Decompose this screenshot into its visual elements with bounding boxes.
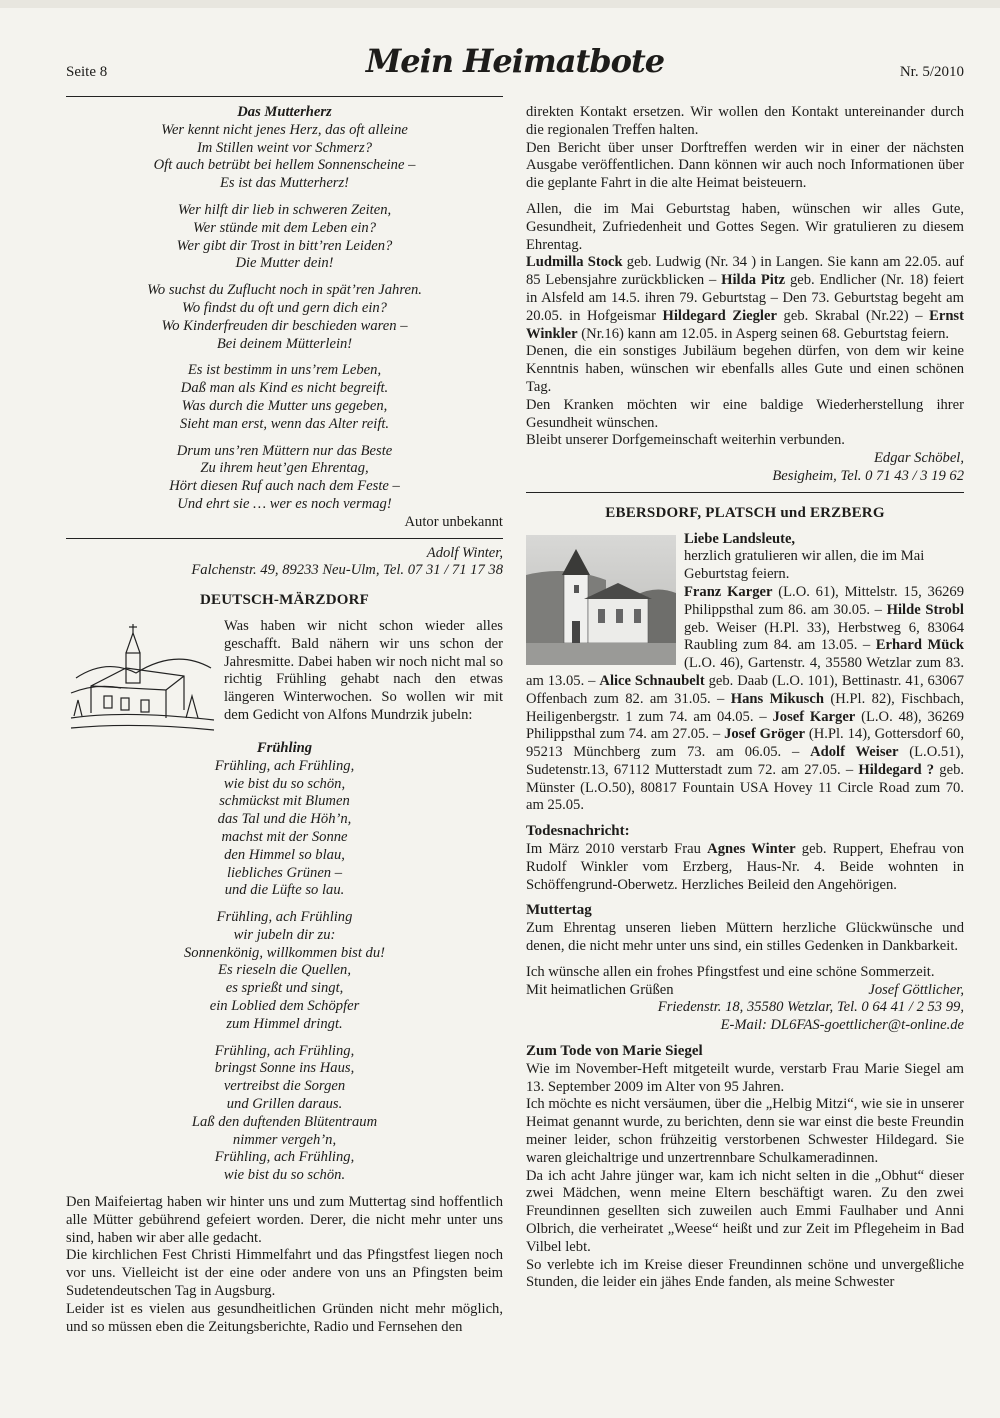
poem-stanza [66,443,503,514]
poem-line: das Tal und die Höh’n, [217,811,352,828]
poem-stanza [66,909,503,1034]
birthday-text: (H.Pl. 14), Gottersdorf 60, 95213 Münchberg zum 73. am 06.05. – [526,726,964,761]
page-header [66,42,964,92]
birthday-text: geb. Skrabal (Nr.22) – [776,307,930,324]
poem-line: Sieht man erst, wenn das Alter reift. [179,415,390,432]
poem-line: Wo Kinderfreuden dir beschieden waren – [161,317,408,334]
birthday-text: geb. Daab (L.O. 101), Bettinastr. 41, 63067 Offenbach zum 82. am 31.05. – [526,672,965,707]
signature-name: Edgar Schöbel, [874,450,964,467]
poem-line: Drum uns’ren Müttern nur das Beste [176,442,393,459]
section-title-ebersdorf: EBERSDORF, PLATSCH und ERZBERG [605,504,885,521]
person-name: Franz Karger [684,583,773,600]
person-name: Hans Mikusch [730,690,824,707]
poem-line: Wo suchst du Zuflucht noch in spät’ren Jahren. [147,282,422,299]
birthday-text: (Nr.16) kann am 12.05. in Asperg seinen 68. Geburtstag feiern. [577,325,950,342]
poem-title: Frühling [256,739,313,756]
section-title-deutsch-maerzdorf: DEUTSCH-MÄRZDORF [199,592,370,609]
poem-line: und die Lüfte so lau. [224,882,345,899]
birthday-text: geb. Weiser (H.Pl. 33), Herbstweg 6, 83064 Raubling zum 84. am 13.05. – [684,619,964,654]
person-name: Alice Schnaubelt [599,672,705,689]
birthday-intro: Allen, die im Mai Geburtstag haben, wünschen wir alles Gute, Gesundheit, Zufriedenheit und Gottes Segen. Wir gratulieren zu diesem Ehrentag. [526,200,964,253]
poem-line: Sonnenkönig, willkommen bist du! [183,944,386,961]
greeting: Liebe Landsleute, [684,530,796,547]
greeting-text: herzlich gratulieren wir allen, die im Mai Geburtstag feiern. [684,548,925,583]
person-name: Josef Karger [772,708,856,725]
poem-line: wie bist du so schön, [223,775,346,792]
poem-stanza [66,202,503,273]
poem-line: Wer gibt dir Trost in bitt’ren Leiden? [176,237,393,254]
poem-fruehling [66,740,503,1185]
poem-mutterherz [66,104,503,514]
signature-address: Friedenstr. 18, 35580 Wetzlar, Tel. 0 64 41 / 2 53 99, [657,999,964,1016]
birthday-text: (L.O. 48), 36269 Philippsthal zum 74. am 27.05. – [526,708,964,743]
jubilee-paragraph: Denen, die ein sonstiges Jubiläum begehen dürfen, von dem wir keine Kenntnis haben, wünschen wir ebenfalls alles Gute und einen schönen Tag. [526,343,964,395]
masthead-logo: Mein Heimatbote [365,42,665,80]
death-text: geb. Ruppert, Ehefrau von Rudolf Winkler vom Erzberg, Haus-Nr. 4. Beide wohnten in Schöffengrund-Oberwetz. Herzliches Beileid den Angehörigen. [526,841,964,893]
poem-line: zum Himmel dringt. [226,1015,343,1032]
poem-line: vertreibst die Sorgen [223,1078,346,1095]
obituary-paragraph: So verlebte ich im Kreise dieser Freundinnen schöne und unvergeßliche Stunden, die leider ein jähes Ende fanden, als meine Schwester [526,1256,964,1291]
poem-line: Wo findst du oft und gern dich ein? [182,299,387,316]
poem-line: Die Mutter dein! [235,255,334,272]
poem-stanza [66,758,503,900]
signature-address: Besigheim, Tel. 0 71 43 / 3 19 62 [772,467,964,484]
poem-line: den Himmel so blau, [224,846,345,863]
mothers-day-text: Zum Ehrentag unseren lieben Müttern herzliche Glückwünsche und denen, die nicht mehr unter uns sind, ein stilles Gedenken in Dankbarkeit. [526,920,964,955]
person-name: Hilda Pitz [721,272,786,289]
poem-line: Frühling, ach Frühling, [214,757,355,774]
obituary-heading: Zum Tode von Marie Siegel [526,1043,703,1060]
death-notice [526,841,964,894]
signature-name: Adolf Winter, [426,544,503,561]
person-name: Ludmilla Stock [526,254,623,271]
birthday-text: (L.O. 61), Mittelstr. 15, 36269 Philippsthal zum 86. am 30.05. – [684,583,965,618]
signature-address: Falchenstr. 49, 89233 Neu-Ulm, Tel. 07 31 / 71 17 38 [191,562,503,579]
closing-paragraph: Die kirchlichen Fest Christi Himmelfahrt und das Pfingstfest liegen noch vor uns. Vielleicht ist der eine oder andere von uns an Pfingsten beim Sudetendeutschen Tag in Augsburg. [66,1247,503,1300]
sick-paragraph: Den Kranken möchten wir eine baldige Wiederherstellung ihrer Gesundheit wünschen. [526,396,964,431]
person-name: Hilde Strobl [886,601,964,618]
poem-line: wie bist du so schön. [223,1167,346,1184]
intro-paragraph: Was haben wir nicht schon wieder alles geschafft. Bald nähern wir uns schon der Jahresmitte. Dabei haben wir noch nicht mal so richtig Frühling gehabt nach den etwas längeren Winterwochen. So wollen wir mit dem Gedicht von Alfons Mundrzik jubeln: [224,617,503,723]
person-name: Hildegard Ziegler [662,307,777,324]
section-divider [526,492,964,493]
birthday-text: (L.O.51), Sudetenstr.13, 67112 Mutterstadt zum 72. am 27.05. – [526,744,964,778]
obituary-paragraph: Da ich acht Jahre jünger war, kam ich nicht selten in die „Obhut“ dieser zwei Mädchen, wenn meine Eltern beschäftigt waren. Zu den zwei Freundinnen gesellten sich zuweilen auch Emmi Faulhaber und Anni Olbrich, die verheiratet „Weese“ heißt und zur Zeit im Pflegeheim in Bad Vilbel lebt. [526,1167,964,1255]
page-number: Seite 8 [66,64,108,80]
person-name: Erhard Mück [875,637,964,654]
birthday-text: geb. Münster (L.O.50), 80817 Fountain USA Hovey 11 Circle Road zum 70. am 25.05. [526,761,965,814]
continued-paragraph: direkten Kontakt ersetzen. Wir wollen den Kontakt untereinander durch die regionalen Treffen halten. [526,104,964,138]
poem-line: Es rieseln die Quellen, [218,962,351,979]
poem-line: Wer hilft dir lieb in schweren Zeiten, [177,201,392,218]
continued-paragraph: Den Bericht über unser Dorftreffen werden wir in einer der nächsten Ausgabe veröffentlichen. Dann können wir auch noch Informationen über die geplante Fahrt in die alte Heimat beisteuern. [526,139,964,192]
left-column [66,104,503,1336]
birthday-list [526,254,964,343]
poem-line: Was durch die Mutter uns gegeben, [181,397,388,414]
right-column [526,104,964,1292]
poem-line: Frühling, ach Frühling, [214,1149,355,1166]
section-divider [66,538,503,539]
mothers-day-heading: Muttertag [526,902,592,919]
chapel-sketch-illustration [66,618,216,736]
poem-line: Im Stillen weint vor Schmerz? [196,139,373,156]
poem-line: machst mit der Sonne [221,828,348,845]
birthday-text: geb. Ludwig (Nr. 34 ) in Langen. Sie kann am 22.05. auf 85 Lebensjahre zurückblicken – [526,254,964,289]
signature-email: E-Mail: DL6FAS-goettlicher@t-online.de [720,1017,964,1034]
poem-line: Frühling, ach Frühling [216,909,353,926]
obituary-paragraph: Wie im November-Heft mitgeteilt wurde, verstarb Frau Marie Siegel am 13. September 2009 im Alter von 95 Jahren. [526,1060,964,1095]
poem-author: Autor unbekannt [404,513,503,530]
poem-line: Es ist bestimm in uns’rem Leben, [187,362,382,379]
closing-greeting: Mit heimatlichen Grüßen [526,981,674,998]
closing-greeting-line [526,982,964,1000]
birthday-text: (L.O. 46), Gartenstr. 4, 35580 Wetzlar zum 83. am 13.05. – [526,655,964,689]
person-name: Ernst Winkler [526,307,964,342]
poem-stanza [66,122,503,193]
top-divider [66,96,503,97]
closing-paragraph: Leider ist es vielen aus gesundheitlichen Gründen nicht mehr möglich, und so müssen eben die Zeitungsberichte, Radio und Fernsehen den [66,1300,503,1335]
church-photo [526,535,676,665]
page-top-edge [0,0,1000,8]
community-paragraph: Bleibt unserer Dorfgemeinschaft weiterhin verbunden. [526,432,845,449]
poem-line: bringst Sonne ins Haus, [214,1060,355,1077]
poem-line: Zu ihrem heut’gen Ehrentag, [200,460,369,477]
poem-line: Wer stünde mit dem Leben ein? [192,219,377,236]
poem-line: Oft auch betrübt bei hellem Sonnenscheine – [153,157,416,174]
poem-line: Es ist das Mutterherz! [219,175,350,192]
death-text: Im März 2010 verstarb Frau [526,841,708,858]
birthday-text: (H.Pl. 82), Fischbach, Heiligenbergstr. 1 zum 74. am 04.05. – [526,690,964,725]
poem-line: Daß man als Kind es nicht begreift. [180,380,389,397]
obituary-paragraph: Ich möchte es nicht versäumen, über die „Helbig Mitzi“, wie sie in unserer Heimat genannt wurde, zu berichten, denn sie war einst die beste Freundin meiner leider, schon frühzeitig verstorbenen Schwester Hildegard. Sie waren gleichaltrige und unzertrennbare Schulkameradinnen. [526,1096,964,1166]
poem-line: Laß den duftenden Blütentraum [191,1113,378,1130]
person-name: Adolf Weiser [810,744,899,761]
person-name: Josef Gröger [724,726,805,743]
poem-stanza [66,282,503,353]
person-name: Hildegard ? [858,761,935,778]
poem-line: es sprießt und singt, [225,980,344,997]
poem-line: Bei deinem Mütterlein! [216,335,353,352]
death-notice-heading: Todesnachricht: [526,823,630,840]
issue-number: Nr. 5/2010 [899,64,964,80]
poem-title: Das Mutterherz [237,104,332,120]
poem-stanza [66,362,503,433]
poem-line: Hört diesen Ruf auch nach dem Feste – [169,478,400,495]
poem-line: Wer kennt nicht jenes Herz, das oft alleine [161,121,408,138]
poem-line: ein Loblied dem Schöpfer [209,998,360,1015]
closing-paragraph: Den Maifeiertag haben wir hinter uns und zum Muttertag sind hoffentlich alle Mütter gebührend gefeiert worden. Derer, die nicht mehr unter uns sind, haben wir aber alle gedacht. [66,1194,503,1246]
poem-line: und Grillen daraus. [226,1096,343,1113]
poem-line: Und ehrt sie … wer es noch vermag! [177,495,392,512]
poem-line: liebliches Grünen – [226,864,343,881]
poem-stanza [66,1043,503,1185]
person-name: Agnes Winter [707,841,796,858]
birthday-text: geb. Endlicher (Nr. 18) feiert in Alsfeld am 14.5. ihren 79. Geburtstag – Den 73. Geburtstag begeht am 20.05. in Hofgeismar [526,272,964,324]
poem-line: wir jubeln dir zu: [233,926,336,943]
poem-line: Frühling, ach Frühling, [214,1042,355,1059]
poem-line: schmückst mit Blumen [219,793,350,810]
pentecost-wish: Ich wünsche allen ein frohes Pfingstfest und eine schöne Sommerzeit. [526,963,935,980]
poem-line: nimmer vergeh’n, [232,1131,337,1148]
signature-name: Josef Göttlicher, [868,981,964,998]
